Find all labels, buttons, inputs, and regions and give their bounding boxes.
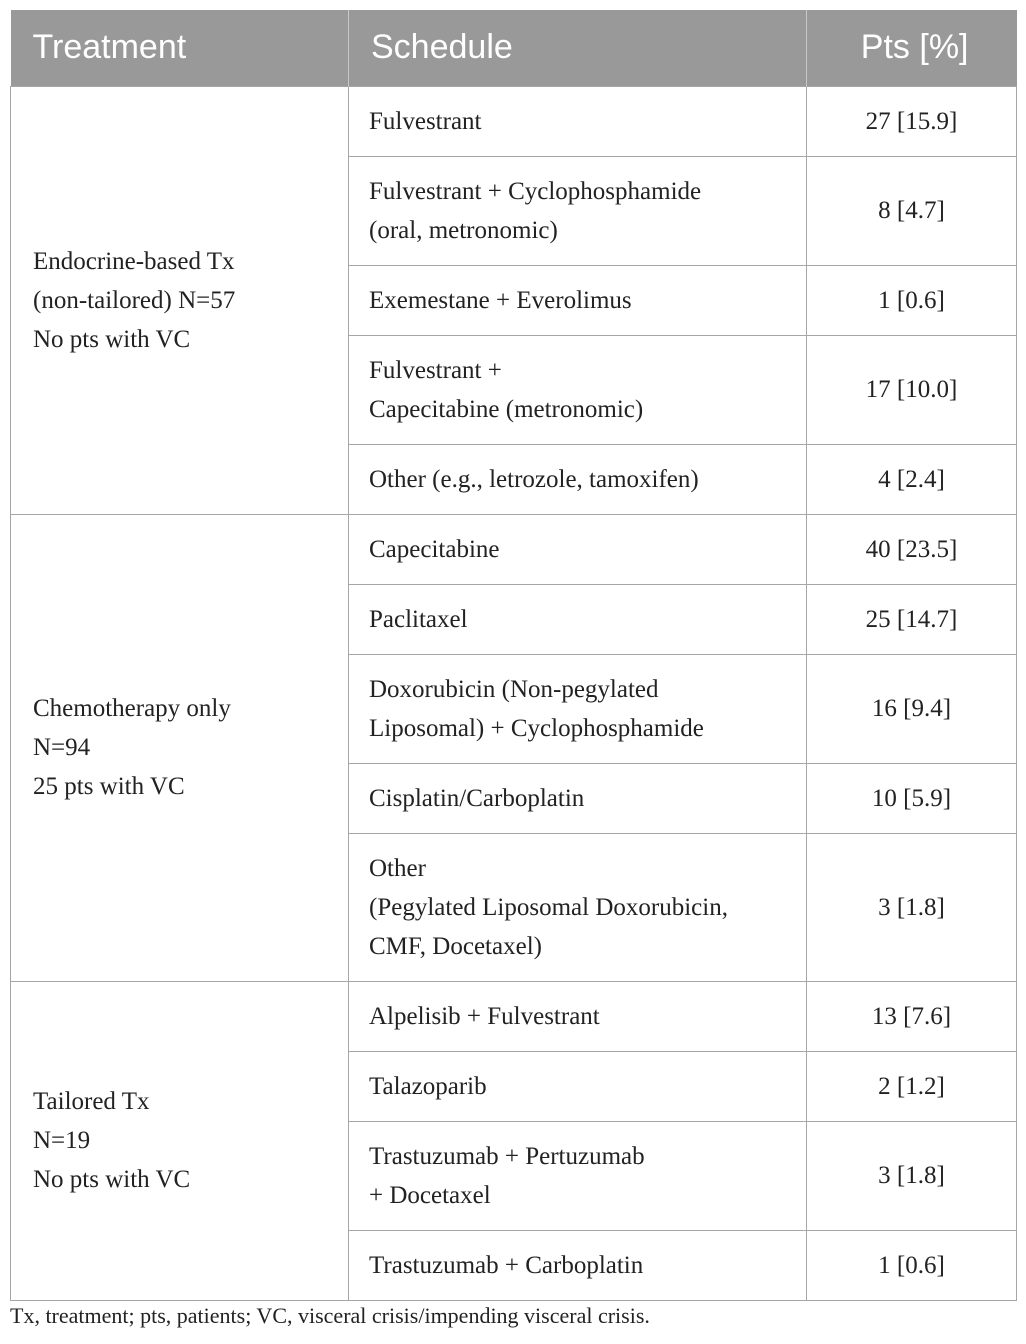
table-header <box>11 10 1017 86</box>
treatment-table <box>10 10 1017 1301</box>
treatment-group-line: Chemotherapy only <box>33 695 231 722</box>
schedule-cell <box>349 514 807 584</box>
schedule-line: Paclitaxel <box>369 605 468 633</box>
pts-cell: 27 [15.9] <box>807 86 1017 156</box>
schedule-cell <box>349 1121 807 1230</box>
schedule-cell <box>349 584 807 654</box>
schedule-cell <box>349 981 807 1051</box>
schedule-line: Other <box>369 854 426 882</box>
schedule-line: Fulvestrant <box>369 107 482 135</box>
schedule-line: Capecitabine (metronomic) <box>369 395 644 423</box>
treatment-group-cell <box>11 981 349 1300</box>
schedule-line: Exemestane + Everolimus <box>369 286 632 314</box>
schedule-line: (Pegylated Liposomal Doxorubicin, <box>369 893 728 921</box>
header-schedule: Schedule <box>349 10 807 86</box>
schedule-cell <box>349 763 807 833</box>
pts-cell: 4 [2.4] <box>807 444 1017 514</box>
table-row <box>11 514 1017 584</box>
header-treatment: Treatment <box>11 10 349 86</box>
treatment-group-line: No pts with VC <box>33 325 191 353</box>
schedule-line: CMF, Docetaxel) <box>369 932 542 960</box>
schedule-cell <box>349 335 807 444</box>
pts-cell: 1 [0.6] <box>807 1230 1017 1300</box>
schedule-line: Fulvestrant + Cyclophosphamide <box>369 177 702 205</box>
treatment-group-line: N=94 <box>33 734 91 761</box>
pts-cell: 2 [1.2] <box>807 1051 1017 1121</box>
table-row <box>11 86 1017 156</box>
schedule-cell <box>349 654 807 763</box>
schedule-line: Liposomal) + Cyclophosphamide <box>369 714 704 742</box>
table-footnote: Tx, treatment; pts, patients; VC, visceral crisis/impending visceral crisis. <box>10 1303 650 1328</box>
treatment-group-line: No pts with VC <box>33 1166 191 1193</box>
pts-cell: 10 [5.9] <box>807 763 1017 833</box>
schedule-cell <box>349 265 807 335</box>
schedule-line: Other (e.g., letrozole, tamoxifen) <box>369 465 699 493</box>
schedule-line: Trastuzumab + Pertuzumab <box>369 1142 645 1170</box>
schedule-line: (oral, metronomic) <box>369 216 558 244</box>
schedule-line: Trastuzumab + Carboplatin <box>369 1251 644 1279</box>
schedule-line: Talazoparib <box>369 1072 487 1100</box>
schedule-cell <box>349 444 807 514</box>
table-body <box>11 86 1017 1300</box>
pts-cell: 3 [1.8] <box>807 1121 1017 1230</box>
schedule-line: Capecitabine <box>369 535 500 563</box>
schedule-cell <box>349 1051 807 1121</box>
header-row <box>11 10 1017 86</box>
pts-cell: 40 [23.5] <box>807 514 1017 584</box>
pts-cell: 1 [0.6] <box>807 265 1017 335</box>
schedule-cell <box>349 156 807 265</box>
treatment-group-line: (non-tailored) N=57 <box>33 286 236 314</box>
schedule-line: Doxorubicin (Non-pegylated <box>369 675 659 703</box>
treatment-group-cell <box>11 86 349 514</box>
treatment-group-line: Tailored Tx <box>33 1088 150 1115</box>
schedule-cell <box>349 1230 807 1300</box>
schedule-line: Cisplatin/Carboplatin <box>369 784 585 812</box>
pts-cell: 17 [10.0] <box>807 335 1017 444</box>
treatment-group-line: Endocrine-based Tx <box>33 247 235 275</box>
table-row <box>11 981 1017 1051</box>
schedule-line: Alpelisib + Fulvestrant <box>369 1002 600 1030</box>
schedule-cell <box>349 86 807 156</box>
schedule-line: Fulvestrant + <box>369 356 502 384</box>
treatment-group-line: 25 pts with VC <box>33 773 185 800</box>
header-pts: Pts [%] <box>807 10 1017 86</box>
schedule-cell <box>349 833 807 981</box>
schedule-line: + Docetaxel <box>369 1181 491 1209</box>
treatment-group-line: N=19 <box>33 1127 91 1154</box>
pts-cell: 3 [1.8] <box>807 833 1017 981</box>
pts-cell: 8 [4.7] <box>807 156 1017 265</box>
treatment-group-cell <box>11 514 349 981</box>
pts-cell: 13 [7.6] <box>807 981 1017 1051</box>
pts-cell: 16 [9.4] <box>807 654 1017 763</box>
pts-cell: 25 [14.7] <box>807 584 1017 654</box>
